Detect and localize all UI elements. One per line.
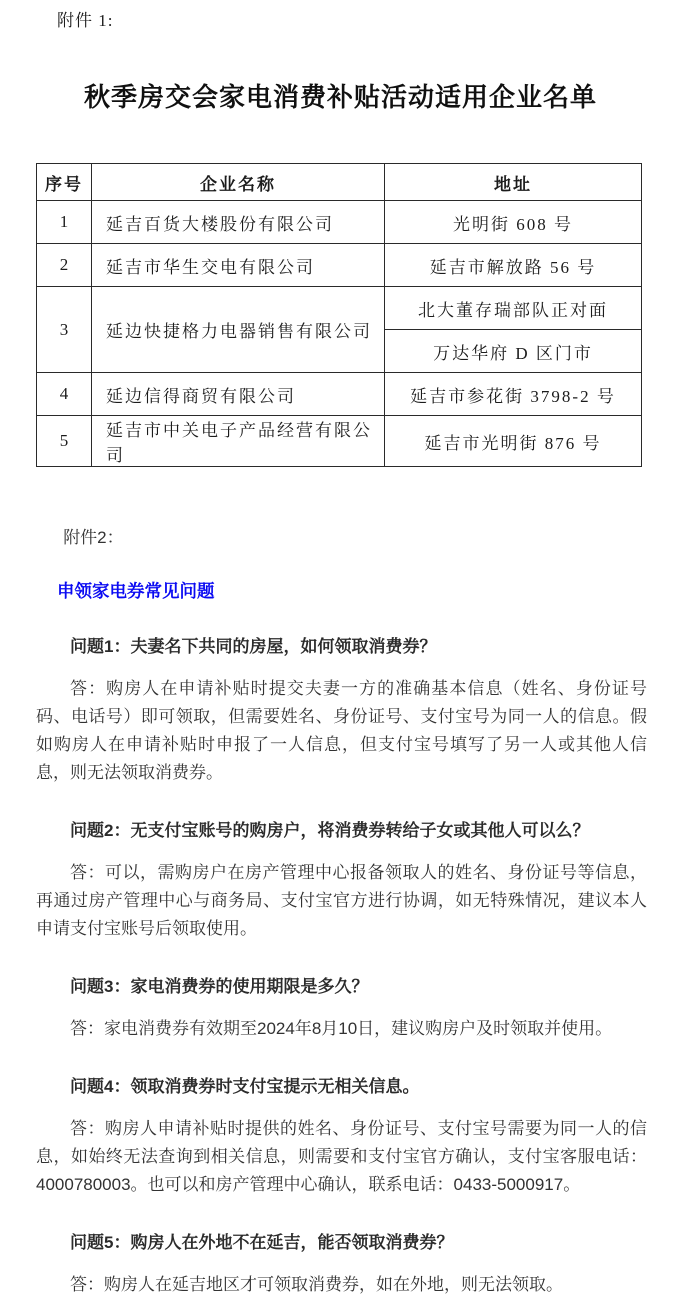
address-cell: 万达华府 D 区门市	[385, 330, 642, 373]
row-number-cell: 4	[37, 373, 92, 416]
row-number-cell: 3	[37, 287, 92, 373]
faq-heading: 申领家电券常见问题	[57, 581, 215, 601]
faq-answer: 答：可以，需购房户在房产管理中心报备领取人的姓名、身份证号等信息，再通过房产管理中心与商务局、支付宝官方进行协调，如无特殊情况，建议本人申请支付宝账号后领取使用。	[36, 863, 647, 938]
address-cell: 北大董存瑞部队正对面	[385, 287, 642, 330]
attachment1-label: 附件 1:	[57, 11, 114, 30]
faq-answer: 答：购房人申请补贴时提供的姓名、身份证号、支付宝号需要为同一人的信息，如始终无法查询到相关信息，则需要和支付宝官方确认，支付宝客服电话：4000780003。也可以和房产管理中心确认，联系电话：0433-5000917。	[36, 1119, 647, 1194]
table-row	[37, 373, 642, 416]
table-row	[37, 201, 642, 244]
faq-question: 问题5：购房人在外地不在延吉，能否领取消费券？	[70, 1233, 454, 1252]
row-number-cell: 1	[37, 201, 92, 244]
company-table-header	[37, 164, 642, 201]
company-name-cell: 延边快捷格力电器销售有限公司	[92, 287, 385, 373]
address-cell: 延吉市光明街 876 号	[385, 416, 642, 467]
company-table	[36, 163, 642, 467]
company-name-cell: 延吉市中关电子产品经营有限公司	[92, 416, 385, 467]
row-number-cell: 2	[37, 244, 92, 287]
faq-question: 问题4：领取消费券时支付宝提示无相关信息。	[70, 1077, 420, 1096]
header-cell-company: 企业名称	[92, 164, 385, 201]
table-header-row	[37, 164, 642, 201]
header-cell-no: 序号	[37, 164, 92, 201]
company-name-cell: 延吉市华生交电有限公司	[92, 244, 385, 287]
address-cell: 延吉市解放路 56 号	[385, 244, 642, 287]
faq-question: 问题2：无支付宝账号的购房户，将消费券转给子女或其他人可以么？	[70, 821, 590, 840]
attachment1-section	[0, 0, 681, 467]
table-row	[37, 244, 642, 287]
table-row	[37, 287, 642, 330]
faq-question: 问题3：家电消费券的使用期限是多久？	[70, 977, 369, 996]
address-cell: 光明街 608 号	[385, 201, 642, 244]
document-title: 秋季房交会家电消费补贴活动适用企业名单	[83, 83, 597, 112]
attachment2-section	[0, 527, 681, 1299]
faq-answer: 答：购房人在申请补贴时提交夫妻一方的准确基本信息（姓名、身份证号码、电话号）即可领取，但需要姓名、身份证号、支付宝号为同一人的信息。假如购房人在申请补贴时申报了一人信息，但支付宝号填写了另一人或其他人信息，则无法领取消费券。	[36, 679, 647, 782]
faq-answer: 答：家电消费券有效期至2024年8月10日，建议购房户及时领取并使用。	[70, 1019, 613, 1038]
faq-question: 问题1：夫妻名下共同的房屋，如何领取消费券？	[70, 637, 437, 656]
faq-answer: 答：购房人在延吉地区才可领取消费券，如在外地，则无法领取。	[70, 1275, 563, 1294]
header-cell-address: 地址	[385, 164, 642, 201]
faq-list	[36, 635, 647, 1299]
company-name-cell: 延吉百货大楼股份有限公司	[92, 201, 385, 244]
company-name-cell: 延边信得商贸有限公司	[92, 373, 385, 416]
company-table-body	[37, 201, 642, 467]
row-number-cell: 5	[37, 416, 92, 467]
attachment2-label: 附件2：	[63, 528, 124, 547]
table-row	[37, 416, 642, 467]
address-cell: 延吉市参花街 3798-2 号	[385, 373, 642, 416]
